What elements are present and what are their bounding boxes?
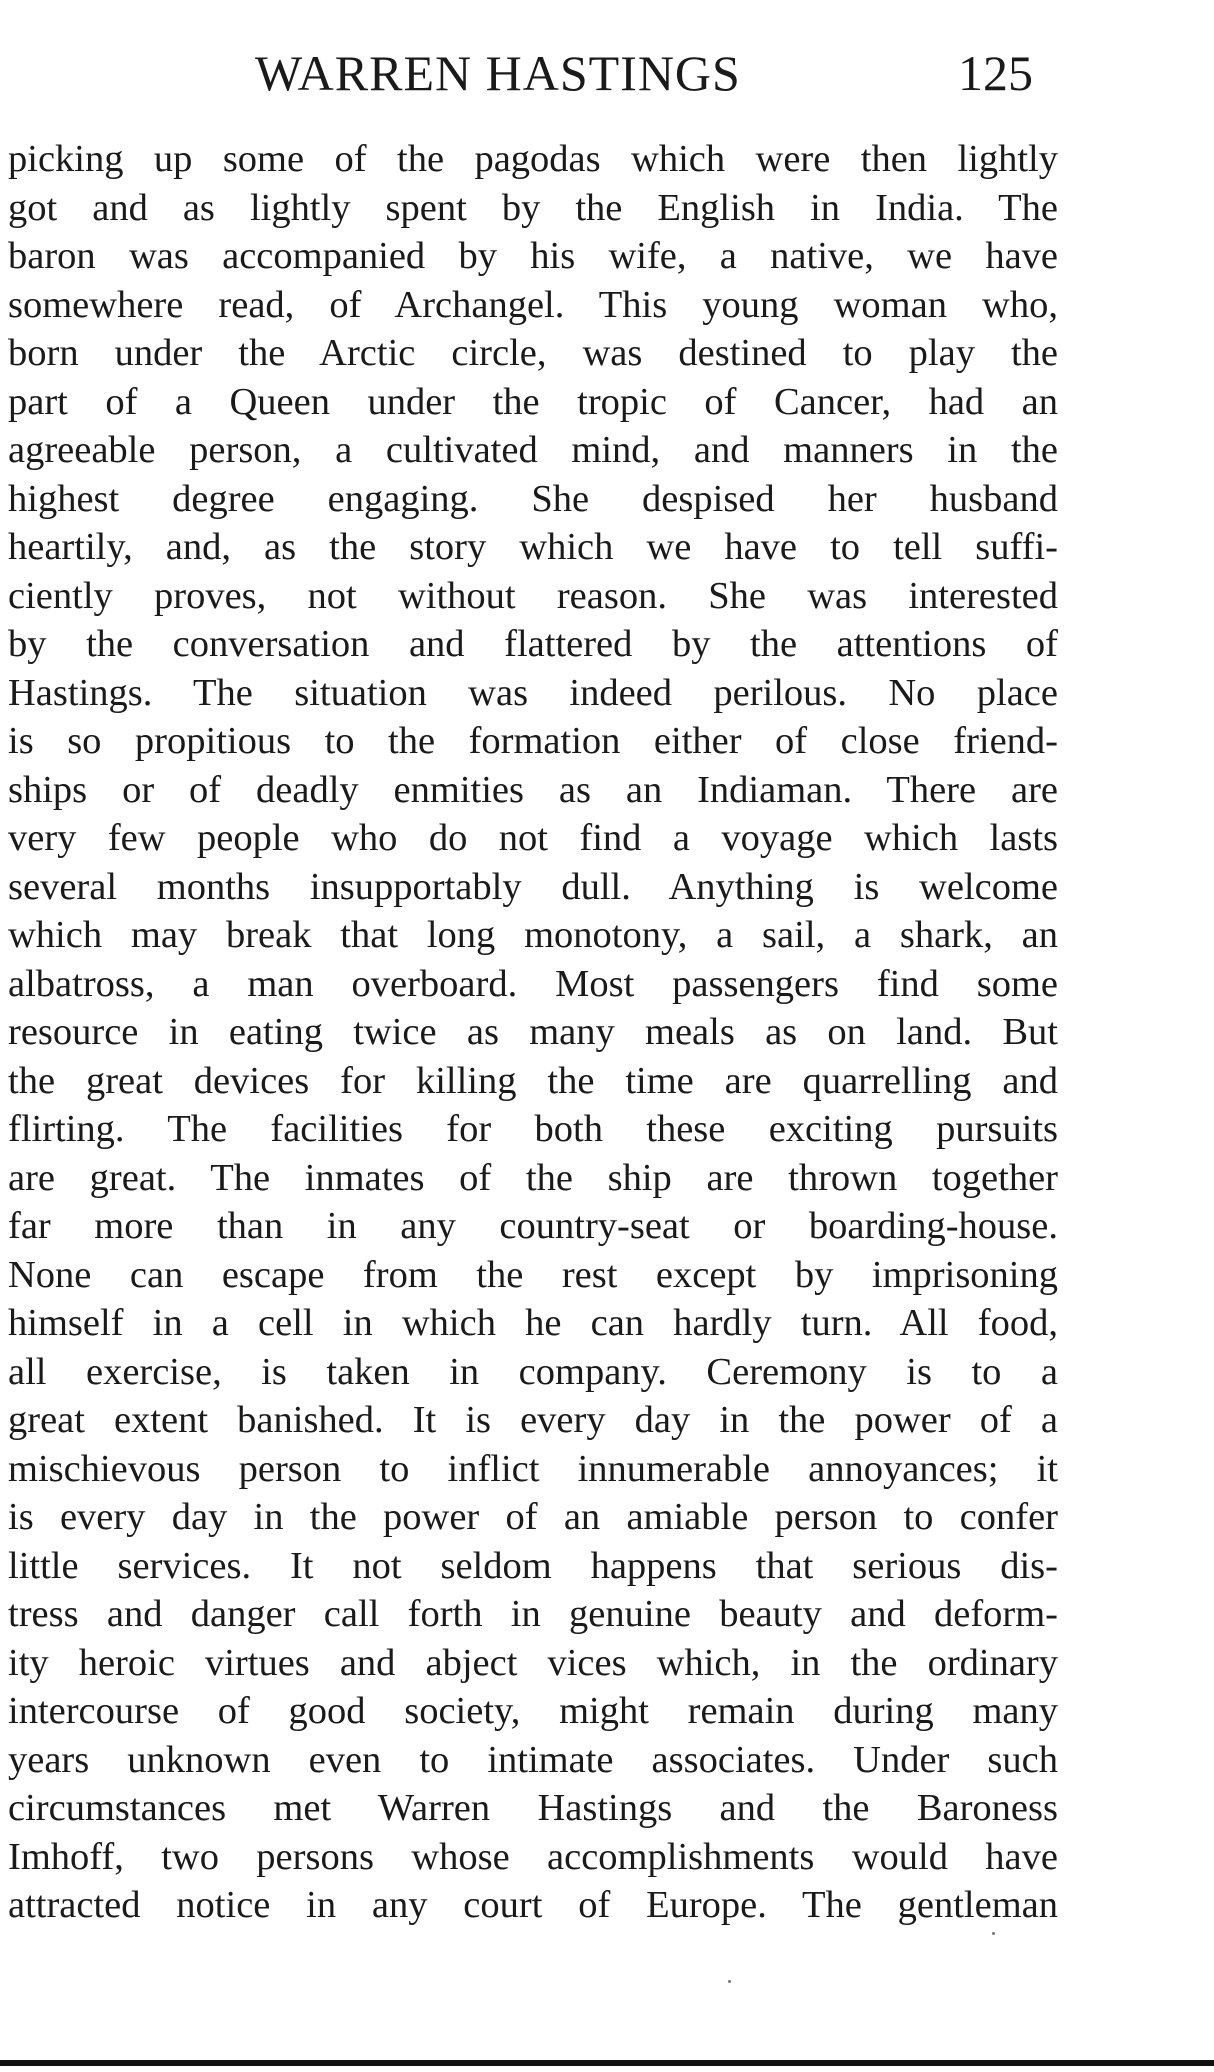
text-line: several months insupportably dull. Anything is welcome (8, 865, 1058, 908)
text-line: flirting. The facilities for both these exciting pursuits (8, 1108, 1058, 1150)
text-line: little services. It not seldom happens that serious dis- (8, 1544, 1058, 1587)
text-line: ciently proves, not without reason. She was interested (8, 574, 1058, 617)
text-line: which may break that long monotony, a sail, a shark, an (8, 914, 1058, 956)
text-line: circumstances met Warren Hastings and the Baroness (8, 1787, 1058, 1829)
text-line: highest degree engaging. She despised her husband (8, 477, 1058, 520)
body-text (8, 135, 1058, 1930)
text-line: by the conversation and flattered by the attentions of (8, 623, 1058, 665)
text-line: got and as lightly spent by the English in India. The (8, 186, 1058, 229)
text-line: None can escape from the rest except by imprisoning (8, 1253, 1058, 1296)
text-line: heartily, and, as the story which we have to tell suffi- (8, 526, 1058, 568)
text-line: resource in eating twice as many meals as on land. But (8, 1011, 1058, 1053)
text-line: intercourse of good society, might remain during many (8, 1690, 1058, 1732)
text-line: agreeable person, a cultivated mind, and manners in the (8, 429, 1058, 471)
text-line: himself in a cell in which he can hardly turn. All food, (8, 1302, 1058, 1344)
text-line: the great devices for killing the time are quarrelling and (8, 1059, 1058, 1102)
text-line: years unknown even to intimate associates. Under such (8, 1738, 1058, 1781)
text-line: born under the Arctic circle, was destined to play the (8, 332, 1058, 374)
paper-speck (728, 1980, 731, 1983)
text-line: picking up some of the pagodas which were then lightly (8, 138, 1058, 180)
text-line: albatross, a man overboard. Most passengers find some (8, 962, 1058, 1005)
text-line: ity heroic virtues and abject vices which, in the ordinary (8, 1641, 1058, 1684)
running-title: WARREN HASTINGS (255, 45, 741, 101)
text-line: part of a Queen under the tropic of Cancer, had an (8, 380, 1058, 423)
text-line: Hastings. The situation was indeed perilous. No place (8, 671, 1058, 714)
text-line: great extent banished. It is every day in the power of a (8, 1399, 1058, 1441)
text-line: somewhere read, of Archangel. This young woman who, (8, 283, 1058, 326)
paper-speck (992, 1932, 995, 1935)
text-line: far more than in any country-seat or boarding-house. (8, 1205, 1058, 1247)
text-line: baron was accompanied by his wife, a native, we have (8, 235, 1058, 277)
text-line: all exercise, is taken in company. Ceremony is to a (8, 1350, 1058, 1393)
page-number: 125 (958, 45, 1033, 101)
text-line: are great. The inmates of the ship are thrown together (8, 1156, 1058, 1199)
text-line: very few people who do not find a voyage which lasts (8, 817, 1058, 859)
text-line: mischievous person to inflict innumerable annoyances; it (8, 1447, 1058, 1490)
page-bottom-edge (0, 2060, 1214, 2066)
running-head (0, 44, 1214, 114)
text-line: Imhoff, two persons whose accomplishments would have (8, 1835, 1058, 1878)
text-line: is so propitious to the formation either of close friend- (8, 720, 1058, 762)
text-line: attracted notice in any court of Europe. The gentleman (8, 1884, 1058, 1926)
text-line: is every day in the power of an amiable person to confer (8, 1496, 1058, 1538)
text-line: tress and danger call forth in genuine beauty and deform- (8, 1593, 1058, 1635)
text-line: ships or of deadly enmities as an Indiaman. There are (8, 768, 1058, 811)
